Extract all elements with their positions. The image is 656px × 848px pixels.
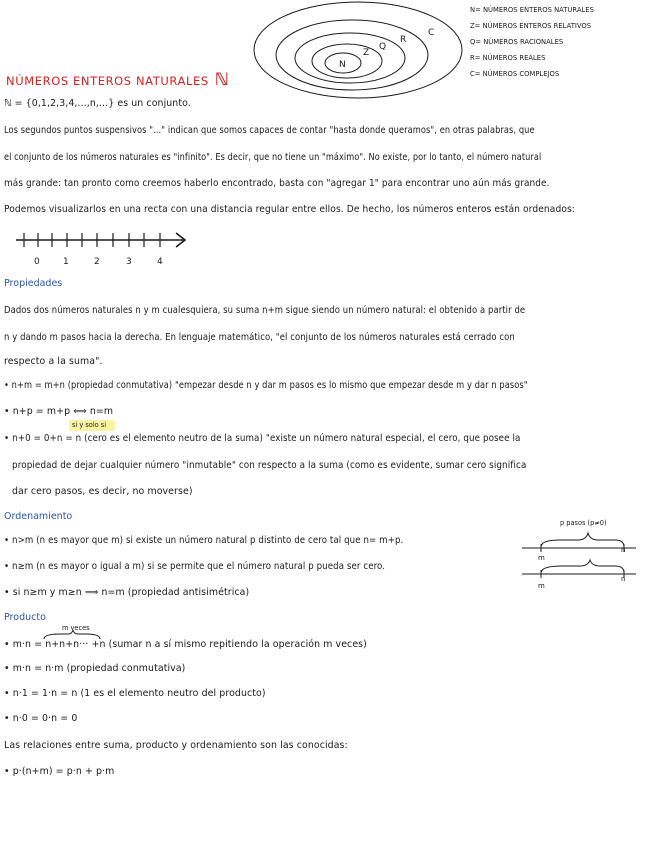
tick-label-1: 1 xyxy=(63,257,69,267)
legend-r: R= NÚMEROS REALES xyxy=(470,54,546,62)
ordering-top-label: p pasos (p≠0) xyxy=(560,519,607,527)
intro-line: más grande: tan pronto como creemos haberlo encontrado, basta con "agregar 1" para encontrar uno aún más grande. xyxy=(4,178,550,189)
set-q-ellipse xyxy=(295,33,405,83)
page-title-text: NÚMEROS ENTEROS NATURALES xyxy=(6,74,209,88)
properties-bullet: • n+p = m+p ⟺ n=m xyxy=(4,406,114,417)
properties-line: n y dando m pasos hacia la derecha. En lenguaje matemático, "el conjunto de los números naturales está cerrado con xyxy=(4,332,515,343)
number-line xyxy=(16,233,185,267)
ordering-label-m2: m xyxy=(538,582,545,590)
intro-line: el conjunto de los números naturales es "infinito". Es decir, que no tiene un "máximo". No existe, por lo tanto, el número natural xyxy=(4,152,542,163)
properties-bullet: • n+m = m+n (propiedad conmutativa) "empezar desde n y dar m pasos es lo mismo que empezar desde m y dar n pasos" xyxy=(4,380,528,391)
product-bullet-text: m·n = n+n+n··· +n (sumar n a sí mismo repitiendo la operación m veces) xyxy=(12,639,367,650)
legend-q: Q= NÚMEROS RACIONALES xyxy=(470,38,564,46)
set-r-ellipse xyxy=(276,20,428,90)
ordering-heading: Ordenamiento xyxy=(4,511,73,522)
intro-line: Los segundos puntos suspensivos "..." indican que somos capaces de contar "hasta donde queramos", en otras palabras, que xyxy=(4,125,535,136)
page-title xyxy=(6,70,230,90)
iff-note: si y solo si xyxy=(72,421,107,429)
tick-label-3: 3 xyxy=(126,257,132,267)
relations-line: Las relaciones entre suma, producto y ordenamiento son las conocidas: xyxy=(4,740,348,751)
ordering-bullet: • n>m (n es mayor que m) si existe un número natural p distinto de cero tal que n= m+p. xyxy=(4,535,404,546)
product-bullet: • m·n = n·m (propiedad conmutativa) xyxy=(4,663,186,674)
legend-c: C= NÚMEROS COMPLEJOS xyxy=(470,70,560,78)
set-label-q: Q xyxy=(379,42,387,52)
product-bullet: • n·1 = 1·n = n (1 es el elemento neutro del producto) xyxy=(4,688,266,699)
tick-label-4: 4 xyxy=(157,257,163,267)
intro-line: ℕ = {0,1,2,3,4,...,n,...} es un conjunto. xyxy=(4,98,191,109)
properties-bullet-text: n+p = m+p ⟺ n=m xyxy=(12,406,114,417)
set-label-r: R xyxy=(400,35,407,45)
tick-label-0: 0 xyxy=(34,257,40,267)
product-heading: Producto xyxy=(4,612,46,623)
ordering-bullet-text: n≥m (n es mayor o igual a m) si se permite que el número natural p pueda ser cero. xyxy=(12,561,386,572)
set-label-n: N xyxy=(339,60,346,70)
ordering-bullet-text: si n≥m y m≥n ⟹ n=m (propiedad antisimétrica) xyxy=(12,587,250,598)
relations-bullet: • p·(n+m) = p·n + p·m xyxy=(4,766,115,777)
ordering-label-m1: m xyxy=(538,554,545,562)
properties-line: dar cero pasos, es decir, no moverse) xyxy=(12,486,193,497)
ordering-bullet-text: n>m (n es mayor que m) si existe un número natural p distinto de cero tal que n= m+p. xyxy=(12,535,404,546)
properties-line: Dados dos números naturales n y m cualesquiera, su suma n+m sigue siendo un número natural: el obtenido a partir de xyxy=(4,305,526,316)
properties-heading: Propiedades xyxy=(4,278,63,289)
properties-bullet-text: n+0 = 0+n = n (cero es el elemento neutro de la suma) "existe un número natural especial, el cero, que posee la xyxy=(12,433,521,444)
tick-label-2: 2 xyxy=(94,257,100,267)
legend-z: Z= NÚMEROS ENTEROS RELATIVOS xyxy=(470,22,592,30)
properties-line: propiedad de dejar cualquier número "inmutable" con respecto a la suma (como es evidente, sumar cero significa xyxy=(12,460,527,471)
m-times-label: m veces xyxy=(62,624,90,632)
set-label-z: Z xyxy=(363,48,370,58)
set-c-ellipse xyxy=(254,2,462,98)
product-bullet: • m·n = n+n+n··· +n (sumar n a sí mismo repitiendo la operación m veces) xyxy=(4,639,367,650)
product-bullet: • n·0 = 0·n = 0 xyxy=(4,713,78,724)
product-bullet-text: m·n = n·m (propiedad conmutativa) xyxy=(12,663,186,674)
product-bullet-text: n·1 = 1·n = n (1 es el elemento neutro del producto) xyxy=(12,688,266,699)
set-label-c: C xyxy=(428,28,435,38)
legend-n: N= NÚMEROS ENTEROS NATURALES xyxy=(470,6,594,14)
relations-bullet-text: p·(n+m) = p·n + p·m xyxy=(12,766,115,777)
ordering-label-n1: n xyxy=(621,546,626,554)
ordering-diagram xyxy=(522,533,636,590)
properties-bullet-text: n+m = m+n (propiedad conmutativa) "empezar desde n y dar m pasos es lo mismo que empezar desde m y dar n pasos" xyxy=(11,380,528,391)
intro-line: Podemos visualizarlos en una recta con una distancia regular entre ellos. De hecho, los números enteros están ordenados: xyxy=(4,204,575,215)
ordering-bullet: • si n≥m y m≥n ⟹ n=m (propiedad antisimétrica) xyxy=(4,587,250,598)
naturals-symbol: ℕ xyxy=(214,70,230,90)
properties-line: respecto a la suma". xyxy=(4,356,103,367)
ordering-bullet: • n≥m (n es mayor o igual a m) si se permite que el número natural p pueda ser cero. xyxy=(4,561,386,572)
properties-bullet: • n+0 = 0+n = n (cero es el elemento neutro de la suma) "existe un número natural especial, el cero, que posee la xyxy=(4,433,521,444)
ordering-label-n2: n xyxy=(621,575,626,583)
product-bullet-text: n·0 = 0·n = 0 xyxy=(12,713,78,724)
